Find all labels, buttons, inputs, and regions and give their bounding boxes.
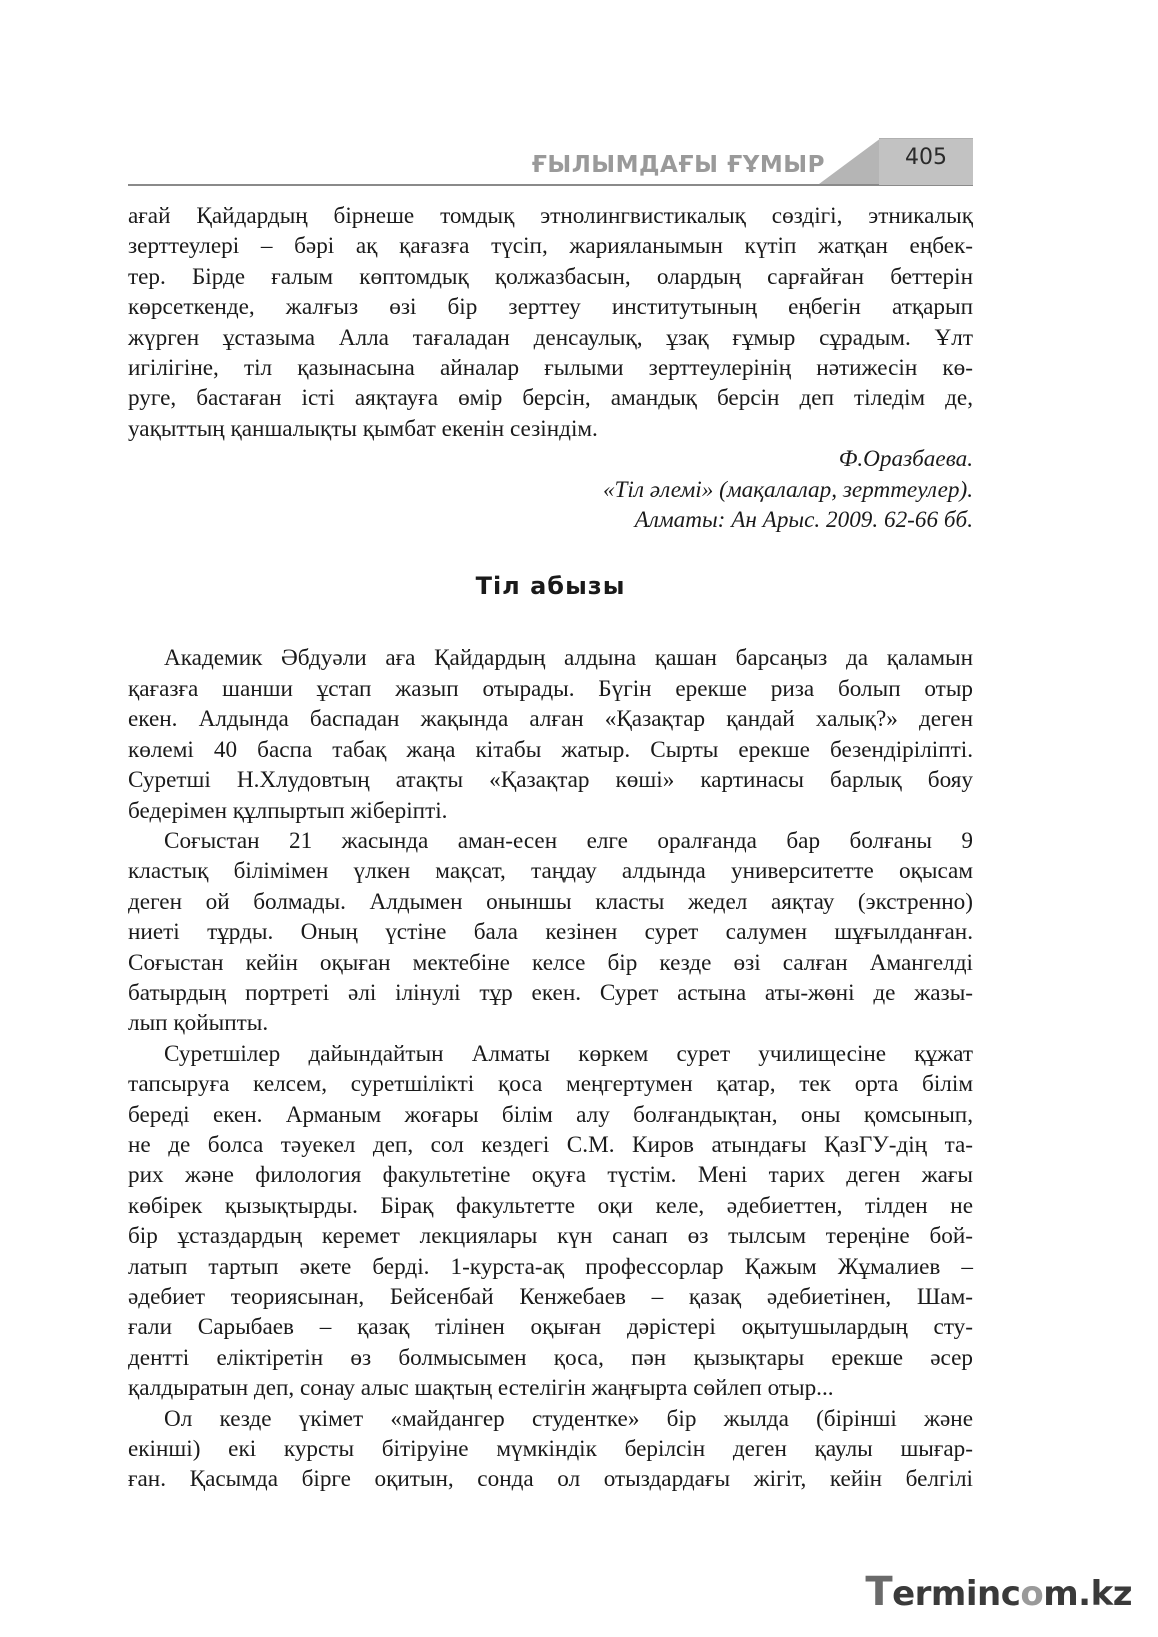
text-line: Соғыстан кейін оқыған мектебіне келсе бір кезде өзі салған Амангелді (128, 949, 973, 976)
header-wedge-decoration (819, 138, 881, 184)
watermark-suffix: m.kz (1043, 1574, 1132, 1614)
text-line: деген ой болмады. Алдымен оныншы класты жедел аяқтау (экстренно) (128, 888, 973, 915)
text-line: Соғыстан 21 жасында аман-есен елге оралғанда бар болғаны 9 (164, 827, 973, 854)
text-line: екен. Алдында баспадан жақында алған «Қазақтар қандай халық?» деген (128, 706, 973, 733)
paragraph (128, 1404, 973, 1495)
text-line: не де болса тәуекел деп, сол кездегі С.М. Киров атындағы ҚазГУ-дің та- (128, 1131, 973, 1158)
running-title: ҒЫЛЫМДАҒЫ ҒҰМЫР (531, 152, 825, 178)
page-number: 405 (905, 145, 947, 170)
watermark-initial: T (865, 1569, 893, 1615)
text-line: жүрген ұстазыма Алла тағаладан денсаулық, ұзақ ғұмыр сұрадым. Ұлт (128, 324, 973, 351)
text-line: көлемі 40 баспа табақ жаңа кітабы жатыр. Сырты ерекше безендіріліпті. (128, 736, 973, 763)
attribution-line: Алматы: Ан Арыс. 2009. 62-66 бб. (634, 507, 973, 534)
watermark-o: o (1020, 1574, 1044, 1614)
text-line: береді екен. Арманым жоғары білім алу болғандықтан, оны қомсынып, (128, 1101, 973, 1128)
paragraph (128, 1039, 973, 1404)
text-line: Ол кезде үкімет «майдангер студентке» бір жылда (бірінші және (164, 1405, 973, 1432)
section-title: Тіл абызы (475, 572, 626, 601)
text-line: ағай Қайдардың бірнеше томдық этнолингвистикалық сөздігі, этникалық (128, 203, 973, 229)
text-line: Академик Әбдуәли аға Қайдардың алдына қашан барсаңыз да қаламын (164, 645, 973, 672)
text-line: бір ұстаздардың керемет лекциялары күн санап өз тылсым тереңіне бой- (128, 1223, 973, 1250)
intro-paragraph (128, 201, 973, 444)
attribution-line: Ф.Оразбаева. (838, 446, 973, 473)
text-line: Суретшілер дайындайтын Алматы көркем сурет училищесіне құжат (164, 1040, 973, 1067)
text-line: дентті еліктіретін өз болмысымен қоса, пән қызықтары ерекше әсер (128, 1344, 973, 1371)
text-line: ған. Қасымда бірге оқитын, сонда ол отыздардағы жігіт, кейін белгілі (128, 1466, 973, 1493)
text-line: көрсеткенде, жалғыз өзі бір зерттеу институтының еңбегін атқарып (128, 294, 973, 321)
header-rule (128, 184, 973, 186)
text-line: кластық білімімен үлкен мақсат, таңдау алдында университетте оқысам (128, 858, 973, 885)
page-number-tab (879, 138, 973, 185)
page-content (128, 201, 973, 1495)
text-line: уақыттың қаншалықты қымбат екенін сезіндім. (128, 415, 598, 442)
text-line: ниеті тұрды. Оның үстіне бала кезінен сурет салумен шұғылданған. (128, 919, 973, 946)
text-line: тер. Бірде ғалым көптомдық қолжазбасын, олардың сарғайған беттерін (128, 263, 973, 290)
text-line: әдебиет теориясынан, Бейсенбай Кенжебаев – қазақ әдебиетінен, Шам- (128, 1284, 973, 1310)
text-line: батырдың портреті әлі ілінулі тұр екен. Сурет астына аты-жөні де жазы- (128, 979, 973, 1006)
attribution (128, 444, 973, 535)
text-line: латып тартып әкете берді. 1-курста-ақ профессорлар Қажым Жұмалиев – (128, 1253, 973, 1280)
text-line: лып қойыпты. (128, 1010, 269, 1037)
text-line: қағазға шанши ұстап жазып отырады. Бүгін ерекше риза болып отыр (128, 675, 973, 702)
article-body (128, 643, 973, 1494)
paragraph (128, 826, 973, 1039)
running-header (128, 138, 973, 186)
text-line: рих және филология факультетіне оқуға түстім. Мені тарих деген жағы (128, 1162, 973, 1189)
text-line: көбірек қызықтырды. Бірақ факультетте оқи келе, әдебиеттен, тілден не (128, 1192, 973, 1219)
text-line: бедерімен құлпыртып жіберіпті. (128, 797, 448, 824)
text-line: тапсыруға келсем, суретшілікті қоса меңгертумен қатар, тек орта білім (128, 1071, 973, 1098)
text-line: игілігіне, тіл қазынасына айналар ғылыми зерттеулерінің нәтижесін кө- (128, 355, 973, 382)
text-line: ғали Сарыбаев – қазақ тілінен оқыған дәрістері оқытушылардың сту- (128, 1314, 973, 1341)
site-watermark (865, 1569, 1132, 1615)
attribution-line: «Тіл әлемі» (мақалалар, зерттеулер). (602, 476, 973, 503)
paragraph (128, 643, 973, 825)
text-line: зерттеулері – бәрі ақ қағазға түсіп, жарияланымын күтіп жатқан еңбек- (128, 233, 973, 260)
text-line: Суретші Н.Хлудовтың атақты «Қазақтар көші» картинасы барлық бояу (128, 767, 973, 794)
text-line: руге, бастаған істі аяқтауға өмір берсін, амандық берсін деп тіледім де, (128, 385, 973, 412)
watermark-text: erminc (892, 1574, 1021, 1614)
text-line: қалдыратын деп, сонау алыс шақтың естелігін жаңғырта сөйлеп отыр... (128, 1375, 834, 1402)
text-line: екінші) екі курсты бітіруіне мүмкіндік берілсін деген қаулы шығар- (128, 1436, 973, 1463)
